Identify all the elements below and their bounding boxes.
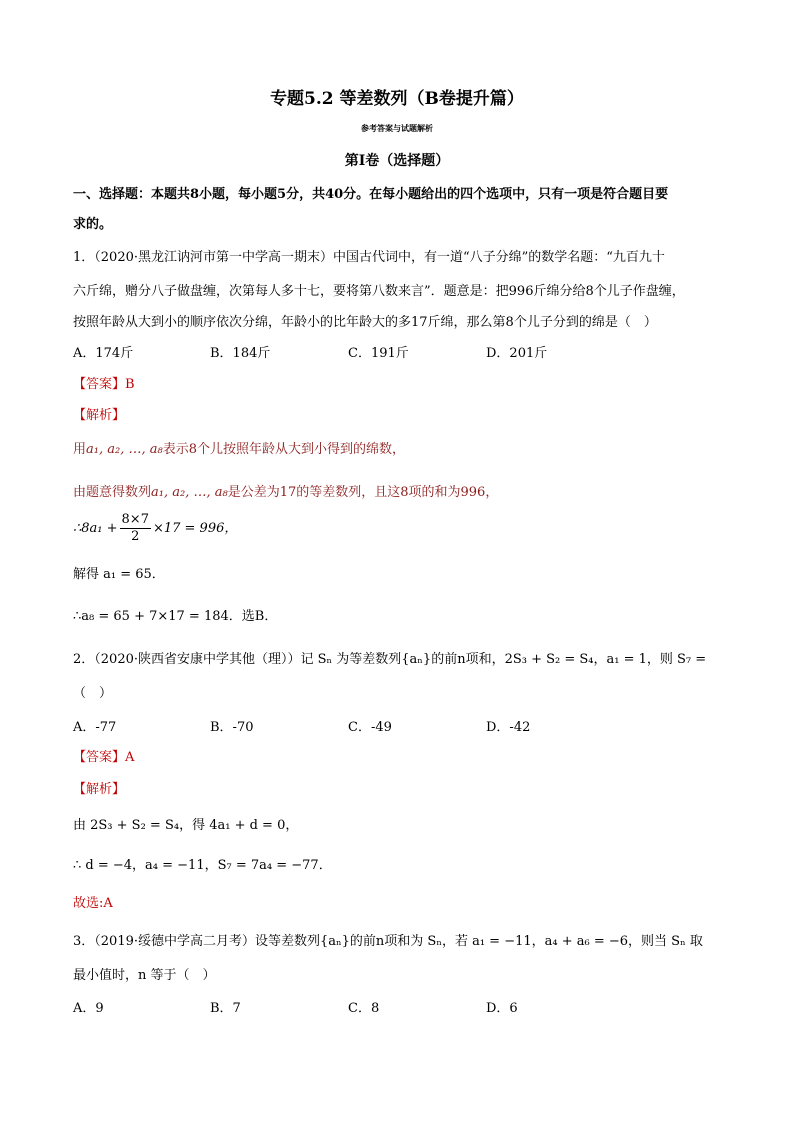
q1-analysis-label: 【解析】 (73, 408, 126, 423)
q2-equation-given: 由 2S₃ + S₂ = S₄，得 4a₁ + d = 0， (73, 818, 299, 833)
q2-option-b: B．-70 (210, 720, 254, 735)
q1-equation-sum: ∴8a₁ + $\frac{8\times 7}{2}$ ×17 = 996， (73, 512, 238, 544)
q1-option-a: A．174斤 (73, 346, 134, 361)
q1-solution-line2: 由题意得数列a₁, a₂, …, a₈是公差为17的等差数列，且这8项的和为996， (73, 485, 499, 500)
q2-stem-line2: （ ） (73, 686, 113, 701)
section-instructions-line2: 求的。 (73, 217, 113, 232)
q2-equation-result: ∴ d = −4，a₄ = −11，S₇ = 7a₄ = −77． (73, 858, 332, 873)
q2-option-a: A．-77 (73, 720, 117, 735)
q3-option-d: D．6 (486, 1001, 518, 1016)
q2-analysis-label: 【解析】 (73, 782, 126, 797)
q1-stem-line3: 按照年龄从大到小的顺序依次分绵，年龄小的比年龄大的多17斤绵，那么第8个儿子分到的绵是（ ） (73, 315, 657, 330)
q2-stem-line1: 2．（2020·陕西省安康中学其他（理））记 Sₙ 为等差数列{aₙ}的前n项和，2S₃ + S₂ = S₄，a₁ = 1，则 S₇ = (73, 652, 707, 667)
q1-solution-line1: 用a₁, a₂, …, a₈表示8个儿按照年龄从大到小得到的绵数， (73, 442, 405, 457)
q1-option-b: B．184斤 (210, 346, 271, 361)
q3-stem-line1: 3．（2019·绥德中学高二月考）设等差数列{aₙ}的前n项和为 Sₙ，若 a₁ = −11，a₄ + a₆ = −6，则当 Sₙ 取 (73, 934, 703, 949)
q3-option-b: B．7 (210, 1001, 241, 1016)
q1-equation-result: ∴a₈ = 65 + 7×17 = 184．选B． (73, 609, 278, 624)
q1-stem-line1: 1．（2020·黑龙江讷河市第一中学高一期末）中国古代词中，有一道“八子分绵”的数学名题：“九百九十 (73, 250, 665, 265)
q2-option-d: D．-42 (486, 720, 531, 735)
volume-heading: 第Ⅰ卷（选择题） (344, 153, 450, 169)
page-subtitle: 参考答案与试题解析 (361, 123, 433, 133)
q1-option-c: C．191斤 (348, 346, 409, 361)
page-title: 专题5.2 等差数列（B卷提升篇） (270, 89, 524, 109)
section-instructions-line1: 一、选择题：本题共8小题，每小题5分，共40分。在每小题给出的四个选项中，只有一项是符合题目要 (73, 187, 669, 202)
q2-option-c: C．-49 (348, 720, 392, 735)
q1-equation-solve: 解得 a₁ = 65． (73, 567, 165, 582)
q3-stem-line2: 最小值时，n 等于（ ） (73, 968, 216, 983)
q3-option-a: A．9 (73, 1001, 104, 1016)
q1-answer: 【答案】B (73, 377, 135, 392)
q1-stem-line2: 六斤绵，赠分八子做盘缠，次第每人多十七，要将第八数来言”．题意是：把996斤绵分给8个儿子作盘缠， (73, 284, 685, 299)
q3-option-c: C．8 (348, 1001, 380, 1016)
q1-option-d: D．201斤 (486, 346, 548, 361)
q2-conclusion: 故选:A (73, 896, 113, 911)
q2-answer: 【答案】A (73, 750, 135, 765)
